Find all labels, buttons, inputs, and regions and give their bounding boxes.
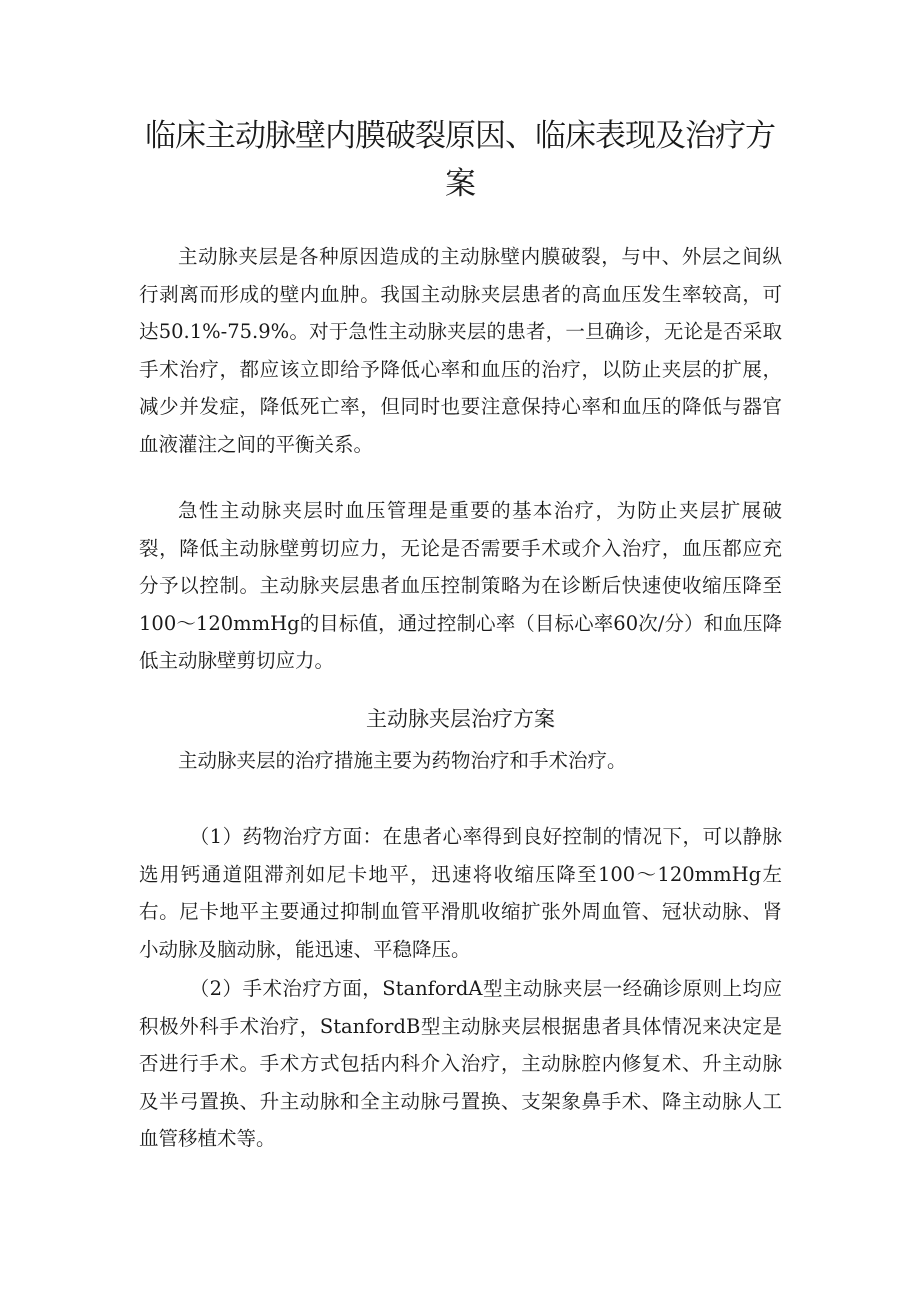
treatment-overview-paragraph: 主动脉夹层的治疗措施主要为药物治疗和手术治疗。 (178, 749, 627, 772)
blood-pressure-paragraph: 急性主动脉夹层时血压管理是重要的基本治疗，为防止夹层扩展破裂，降低主动脉壁剪切应力，无论是否需要手术或介入治疗，血压都应充分予以控制。主动脉夹层患者血压控制策略为在诊断后快速使收缩压降至100～120mmHg的目标值，通过控制心率（目标心率60次/分）和血压降低主动脉壁剪切应力。 (139, 499, 782, 672)
surgical-treatment-paragraph: （2）手术治疗方面，StanfordA型主动脉夹层一经确诊原则上均应积极外科手术治疗，StanfordB型主动脉夹层根据患者具体情况来决定是否进行手术。手术方式包括内科介入治疗，主动脉腔内修复术、升主动脉及半弓置换、升主动脉和全主动脉弓置换、支架象鼻手术、降主动脉人工血管移植术等。 (139, 977, 782, 1150)
section-heading: 主动脉夹层治疗方案 (366, 707, 555, 731)
document-title: 临床主动脉壁内膜破裂原因、临床表现及治疗方案 (145, 118, 775, 202)
drug-treatment-paragraph: （1）药物治疗方面：在患者心率得到良好控制的情况下，可以静脉选用钙通道阻滞剂如尼卡地平，迅速将收缩压降至100～120mmHg左右。尼卡地平主要通过抑制血管平滑肌收缩扩张外周血管、冠状动脉、肾小动脉及脑动脉，能迅速、平稳降压。 (139, 825, 782, 961)
intro-paragraph: 主动脉夹层是各种原因造成的主动脉壁内膜破裂，与中、外层之间纵行剥离而形成的壁内血肿。我国主动脉夹层患者的高血压发生率较高，可达50.1%-75.9%。对于急性主动脉夹层的患者，一旦确诊，无论是否采取手术治疗，都应该立即给予降低心率和血压的治疗，以防止夹层的扩展，减少并发症，降低死亡率，但同时也要注意保持心率和血压的降低与器官血液灌注之间的平衡关系。 (139, 245, 782, 456)
